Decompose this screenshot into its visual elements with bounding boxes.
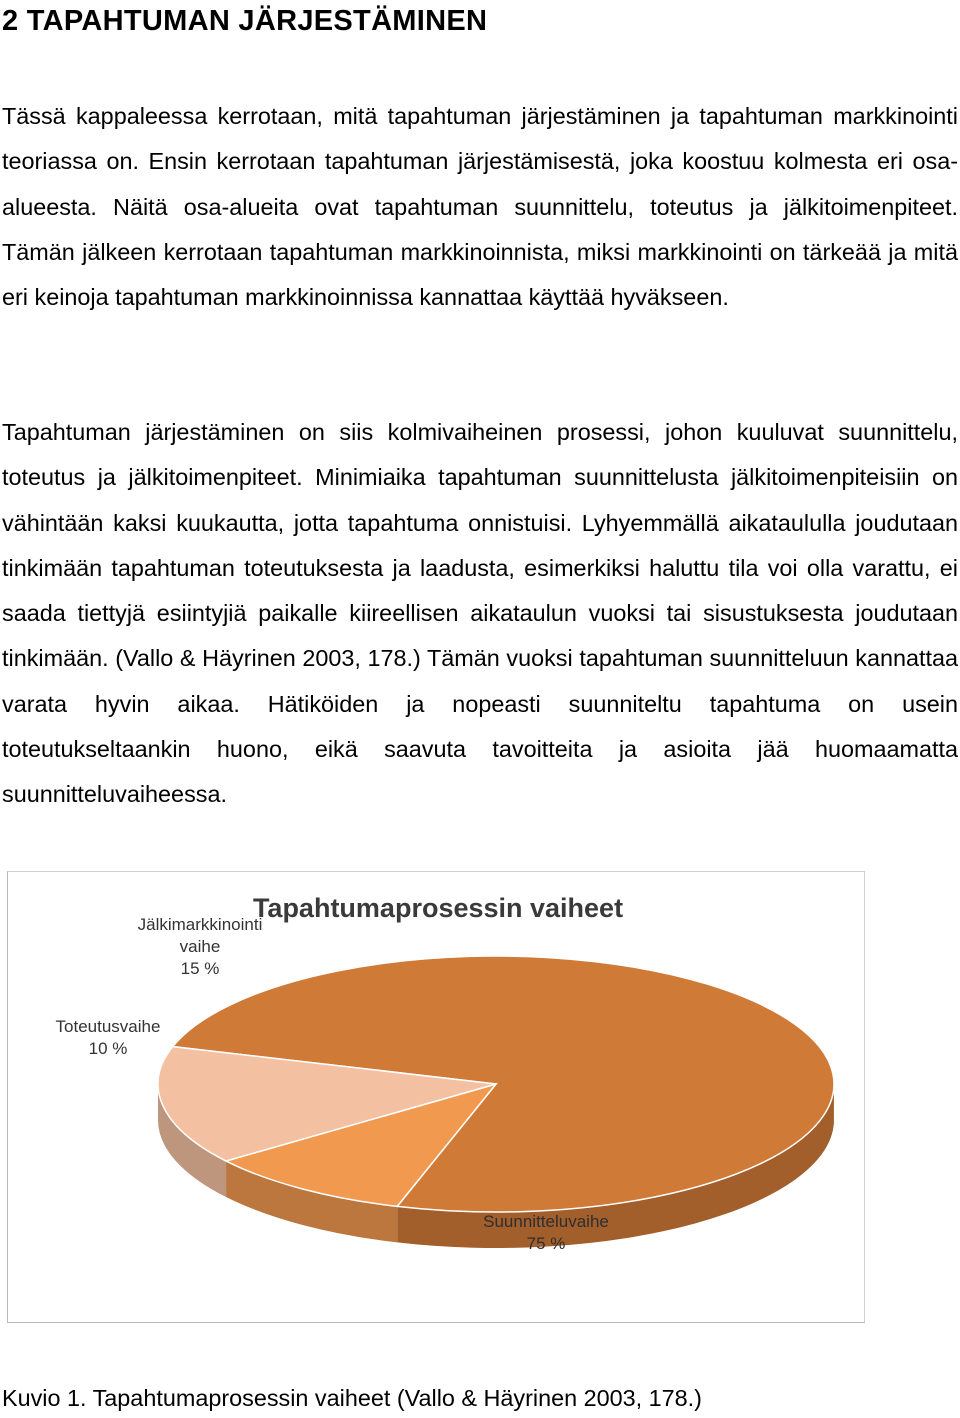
section-heading: 2 TAPAHTUMAN JÄRJESTÄMINEN [2, 5, 488, 37]
pie-slice-label: Suunnitteluvaihe 75 % [483, 1212, 609, 1253]
pie-chart [8, 872, 866, 1324]
pie-slice-label: Jälkimarkkinointi vaihe 15 % [137, 915, 263, 978]
paragraph-intro: Tässä kappaleessa kerrotaan, mitä tapahtuman järjestäminen ja tapahtuman markkinointi teoriassa on. Ensin kerrotaan tapahtuman järjestämisestä, joka koostuu kolmesta eri osa-alueesta. Näitä osa-alueita ovat tapahtuman suunnittelu, toteutus ja jälkitoimenpiteet. Tämän jälkeen kerrotaan tapahtuman markkinoinnista, miksi markkinointi on tärkeää ja mitä eri keinoja tapahtuman markkinoinnissa kannattaa käyttää hyväkseen. [2, 103, 958, 311]
chart-title: Tapahtumaprosessin vaiheet [252, 893, 624, 923]
paragraph-process: Tapahtuman järjestäminen on siis kolmivaiheinen prosessi, johon kuuluvat suunnittelu, toteutus ja jälkitoimenpiteet. Minimiaika tapahtuman suunnittelusta jälkitoimenpiteisiin on vähintään kaksi kuukautta, jotta tapahtuma onnistuisi. Lyhyemmällä aikataululla joudutaan tinkimään tapahtuman toteutuksesta ja laadusta, esimerkiksi haluttu tila voi olla varattu, ei saada tiettyjä esiintyjiä paikalle kiireellisen aikataulun vuoksi tai sisustuksesta joudutaan tinkimään. (Vallo & Häyrinen 2003, 178.) Tämän vuoksi tapahtuman suunnitteluun kannattaa varata hyvin aikaa. Hätiköiden ja nopeasti suunniteltu tapahtuma on usein toteutukseltaankin huono, eikä saavuta tavoitteita ja asioita jää huomaamatta suunnitteluvaiheessa. [2, 419, 958, 808]
pie-slice-label: Toteutusvaihe 10 % [55, 1017, 161, 1058]
figure-caption: Kuvio 1. Tapahtumaprosessin vaiheet (Vallo & Häyrinen 2003, 178.) [2, 1385, 702, 1411]
pie-chart-figure [7, 871, 865, 1323]
